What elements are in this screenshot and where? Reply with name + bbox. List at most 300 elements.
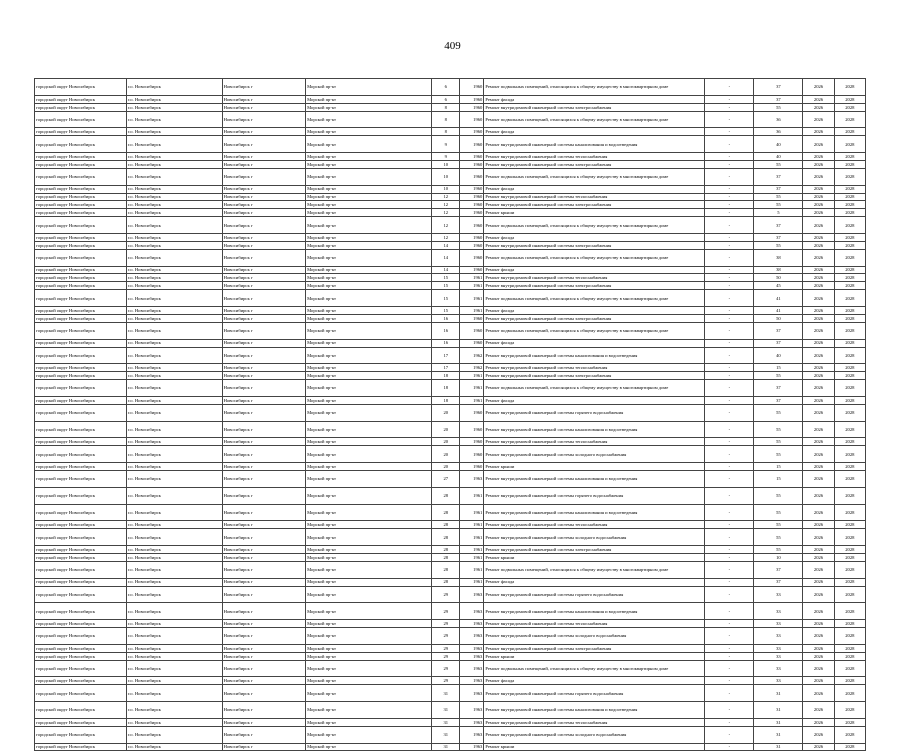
end-year-cell: 2028 xyxy=(834,529,865,546)
value-cell: 37 xyxy=(754,322,803,339)
district-cell: городской округ Новосибирск xyxy=(35,160,127,168)
city-cell: г.о. Новосибирск xyxy=(126,209,222,217)
work-type-cell: Ремонт внутридомовой инженерной системы электроснабжения xyxy=(484,314,705,322)
house-number-cell: 9 xyxy=(432,153,460,161)
table-row xyxy=(35,274,866,282)
work-type-cell: Ремонт крыши xyxy=(484,743,705,751)
table-row xyxy=(35,79,866,96)
value-cell: 33 xyxy=(754,644,803,652)
work-type-cell: Ремонт внутридомовой инженерной системы горячего водоснабжения xyxy=(484,685,705,702)
table-row xyxy=(35,660,866,677)
table-row xyxy=(35,652,866,660)
locality-cell: Новосибирск г xyxy=(222,153,305,161)
street-cell: Морской пр-кт xyxy=(306,726,432,743)
value-cell: 45 xyxy=(754,282,803,290)
city-cell: г.о. Новосибирск xyxy=(126,241,222,249)
value-cell: 31 xyxy=(754,702,803,719)
locality-cell: Новосибирск г xyxy=(222,487,305,504)
value-cell: 55 xyxy=(754,160,803,168)
city-cell: г.о. Новосибирск xyxy=(126,193,222,201)
district-cell: городской округ Новосибирск xyxy=(35,185,127,193)
value-cell: - xyxy=(705,438,754,446)
city-cell: г.о. Новосибирск xyxy=(126,103,222,111)
table-row xyxy=(35,677,866,685)
start-year-cell: 2026 xyxy=(803,726,834,743)
start-year-cell: 2026 xyxy=(803,347,834,364)
city-cell: г.о. Новосибирск xyxy=(126,290,222,307)
street-cell: Морской пр-кт xyxy=(306,553,432,561)
district-cell: городской округ Новосибирск xyxy=(35,586,127,603)
city-cell: г.о. Новосибирск xyxy=(126,702,222,719)
end-year-cell: 2028 xyxy=(834,396,865,404)
house-number-cell: 20 xyxy=(432,421,460,438)
work-type-cell: Ремонт подвальных помещений, относящихся к общему имуществу в многоквартирном доме xyxy=(484,380,705,397)
start-year-cell: 2026 xyxy=(803,620,834,628)
city-cell: г.о. Новосибирск xyxy=(126,504,222,521)
value-cell: 55 xyxy=(754,546,803,554)
year-built-cell: 1963 xyxy=(460,702,484,719)
year-built-cell: 1962 xyxy=(460,347,484,364)
year-built-cell: 1961 xyxy=(460,290,484,307)
locality-cell: Новосибирск г xyxy=(222,241,305,249)
year-built-cell: 1961 xyxy=(460,546,484,554)
house-number-cell: 27 xyxy=(432,470,460,487)
district-cell: городской округ Новосибирск xyxy=(35,677,127,685)
work-type-cell: Ремонт внутридомовой инженерной системы теплоснабжения xyxy=(484,153,705,161)
house-number-cell: 10 xyxy=(432,185,460,193)
house-number-cell: 29 xyxy=(432,627,460,644)
house-number-cell: 15 xyxy=(432,290,460,307)
end-year-cell: 2028 xyxy=(834,322,865,339)
house-number-cell: 29 xyxy=(432,586,460,603)
street-cell: Морской пр-кт xyxy=(306,307,432,315)
end-year-cell: 2028 xyxy=(834,578,865,586)
district-cell: городской округ Новосибирск xyxy=(35,322,127,339)
city-cell: г.о. Новосибирск xyxy=(126,521,222,529)
work-type-cell: Ремонт внутридомовой инженерной системы холодного водоснабжения xyxy=(484,529,705,546)
locality-cell: Новосибирск г xyxy=(222,578,305,586)
year-built-cell: 1960 xyxy=(460,136,484,153)
start-year-cell: 2026 xyxy=(803,193,834,201)
work-type-cell: Ремонт внутридомовой инженерной системы канализования и водоотведения xyxy=(484,603,705,620)
street-cell: Морской пр-кт xyxy=(306,111,432,128)
house-number-cell: 28 xyxy=(432,504,460,521)
work-type-cell: Ремонт крыши xyxy=(484,553,705,561)
house-number-cell: 10 xyxy=(432,168,460,185)
end-year-cell: 2028 xyxy=(834,586,865,603)
value-cell: 50 xyxy=(754,314,803,322)
start-year-cell: 2026 xyxy=(803,136,834,153)
house-number-cell: 18 xyxy=(432,396,460,404)
value-cell: 10 xyxy=(754,553,803,561)
district-cell: городской округ Новосибирск xyxy=(35,241,127,249)
end-year-cell: 2028 xyxy=(834,339,865,347)
start-year-cell: 2026 xyxy=(803,128,834,136)
year-built-cell: 1960 xyxy=(460,234,484,242)
value-cell: 15 xyxy=(754,470,803,487)
work-type-cell: Ремонт внутридомовой инженерной системы горячего водоснабжения xyxy=(484,586,705,603)
city-cell: г.о. Новосибирск xyxy=(126,561,222,578)
end-year-cell: 2028 xyxy=(834,677,865,685)
locality-cell: Новосибирск г xyxy=(222,470,305,487)
year-built-cell: 1960 xyxy=(460,103,484,111)
start-year-cell: 2026 xyxy=(803,396,834,404)
value-cell: - xyxy=(705,718,754,726)
district-cell: городской округ Новосибирск xyxy=(35,718,127,726)
city-cell: г.о. Новосибирск xyxy=(126,380,222,397)
value-cell: - xyxy=(705,553,754,561)
street-cell: Морской пр-кт xyxy=(306,603,432,620)
city-cell: г.о. Новосибирск xyxy=(126,347,222,364)
house-number-cell: 17 xyxy=(432,364,460,372)
value-cell: 55 xyxy=(754,487,803,504)
work-type-cell: Ремонт внутридомовой инженерной системы холодного водоснабжения xyxy=(484,726,705,743)
value-cell: 33 xyxy=(754,586,803,603)
street-cell: Морской пр-кт xyxy=(306,529,432,546)
district-cell: городской округ Новосибирск xyxy=(35,603,127,620)
street-cell: Морской пр-кт xyxy=(306,185,432,193)
city-cell: г.о. Новосибирск xyxy=(126,529,222,546)
value-cell: - xyxy=(705,446,754,463)
end-year-cell: 2028 xyxy=(834,652,865,660)
value-cell: 36 xyxy=(754,111,803,128)
house-number-cell: 12 xyxy=(432,201,460,209)
table-row xyxy=(35,160,866,168)
table-row xyxy=(35,380,866,397)
table-row xyxy=(35,168,866,185)
end-year-cell: 2028 xyxy=(834,266,865,274)
value-cell: 33 xyxy=(754,627,803,644)
house-number-cell: 31 xyxy=(432,718,460,726)
city-cell: г.о. Новосибирск xyxy=(126,546,222,554)
city-cell: г.о. Новосибирск xyxy=(126,95,222,103)
district-cell: городской округ Новосибирск xyxy=(35,644,127,652)
district-cell: городской округ Новосибирск xyxy=(35,446,127,463)
value-cell: 55 xyxy=(754,504,803,521)
value-cell: 41 xyxy=(754,290,803,307)
value-cell: 55 xyxy=(754,446,803,463)
value-cell: 31 xyxy=(754,726,803,743)
street-cell: Морской пр-кт xyxy=(306,290,432,307)
value-cell: - xyxy=(705,627,754,644)
year-built-cell: 1960 xyxy=(460,404,484,421)
value-cell: - xyxy=(705,241,754,249)
table-row xyxy=(35,421,866,438)
end-year-cell: 2028 xyxy=(834,274,865,282)
district-cell: городской округ Новосибирск xyxy=(35,266,127,274)
value-cell: 15 xyxy=(754,463,803,471)
table-row xyxy=(35,372,866,380)
locality-cell: Новосибирск г xyxy=(222,504,305,521)
street-cell: Морской пр-кт xyxy=(306,718,432,726)
district-cell: городской округ Новосибирск xyxy=(35,79,127,96)
value-cell: - xyxy=(705,136,754,153)
locality-cell: Новосибирск г xyxy=(222,652,305,660)
house-number-cell: 28 xyxy=(432,561,460,578)
table-row xyxy=(35,586,866,603)
street-cell: Морской пр-кт xyxy=(306,372,432,380)
house-number-cell: 17 xyxy=(432,347,460,364)
district-cell: городской округ Новосибирск xyxy=(35,339,127,347)
year-built-cell: 1960 xyxy=(460,160,484,168)
locality-cell: Новосибирск г xyxy=(222,380,305,397)
value-cell: - xyxy=(705,685,754,702)
start-year-cell: 2026 xyxy=(803,209,834,217)
start-year-cell: 2026 xyxy=(803,274,834,282)
city-cell: г.о. Новосибирск xyxy=(126,314,222,322)
end-year-cell: 2028 xyxy=(834,446,865,463)
start-year-cell: 2026 xyxy=(803,79,834,96)
end-year-cell: 2028 xyxy=(834,193,865,201)
street-cell: Морской пр-кт xyxy=(306,504,432,521)
street-cell: Морской пр-кт xyxy=(306,644,432,652)
street-cell: Морской пр-кт xyxy=(306,627,432,644)
city-cell: г.о. Новосибирск xyxy=(126,677,222,685)
end-year-cell: 2028 xyxy=(834,627,865,644)
house-number-cell: 20 xyxy=(432,438,460,446)
work-type-cell: Ремонт внутридомовой инженерной системы горячего водоснабжения xyxy=(484,404,705,421)
end-year-cell: 2028 xyxy=(834,404,865,421)
table-row xyxy=(35,463,866,471)
value-cell: 37 xyxy=(754,380,803,397)
work-type-cell: Ремонт фасада xyxy=(484,234,705,242)
city-cell: г.о. Новосибирск xyxy=(126,364,222,372)
city-cell: г.о. Новосибирск xyxy=(126,603,222,620)
value-cell: - xyxy=(705,463,754,471)
street-cell: Морской пр-кт xyxy=(306,168,432,185)
district-cell: городской округ Новосибирск xyxy=(35,95,127,103)
city-cell: г.о. Новосибирск xyxy=(126,586,222,603)
locality-cell: Новосибирск г xyxy=(222,421,305,438)
street-cell: Морской пр-кт xyxy=(306,95,432,103)
end-year-cell: 2028 xyxy=(834,290,865,307)
locality-cell: Новосибирск г xyxy=(222,438,305,446)
table-row xyxy=(35,111,866,128)
year-built-cell: 1960 xyxy=(460,201,484,209)
table-row xyxy=(35,627,866,644)
year-built-cell: 1963 xyxy=(460,644,484,652)
year-built-cell: 1961 xyxy=(460,504,484,521)
value-cell: 31 xyxy=(754,718,803,726)
locality-cell: Новосибирск г xyxy=(222,128,305,136)
locality-cell: Новосибирск г xyxy=(222,743,305,751)
street-cell: Морской пр-кт xyxy=(306,193,432,201)
start-year-cell: 2026 xyxy=(803,160,834,168)
work-type-cell: Ремонт внутридомовой инженерной системы теплоснабжения xyxy=(484,364,705,372)
locality-cell: Новосибирск г xyxy=(222,660,305,677)
value-cell: - xyxy=(705,504,754,521)
work-type-cell: Ремонт внутридомовой инженерной системы теплоснабжения xyxy=(484,620,705,628)
value-cell: 33 xyxy=(754,603,803,620)
house-number-cell: 18 xyxy=(432,372,460,380)
end-year-cell: 2028 xyxy=(834,553,865,561)
table-row xyxy=(35,553,866,561)
value-cell: 15 xyxy=(754,364,803,372)
house-number-cell: 31 xyxy=(432,702,460,719)
work-type-cell: Ремонт подвальных помещений, относящихся к общему имуществу в многоквартирном доме xyxy=(484,561,705,578)
table-row xyxy=(35,234,866,242)
end-year-cell: 2028 xyxy=(834,380,865,397)
year-built-cell: 1960 xyxy=(460,249,484,266)
value-cell: - xyxy=(705,274,754,282)
work-type-cell: Ремонт внутридомовой инженерной системы канализования и водоотведения xyxy=(484,504,705,521)
street-cell: Морской пр-кт xyxy=(306,380,432,397)
city-cell: г.о. Новосибирск xyxy=(126,111,222,128)
end-year-cell: 2028 xyxy=(834,111,865,128)
street-cell: Морской пр-кт xyxy=(306,620,432,628)
street-cell: Морской пр-кт xyxy=(306,702,432,719)
street-cell: Морской пр-кт xyxy=(306,652,432,660)
city-cell: г.о. Новосибирск xyxy=(126,274,222,282)
work-type-cell: Ремонт крыши xyxy=(484,209,705,217)
start-year-cell: 2026 xyxy=(803,553,834,561)
table-row xyxy=(35,603,866,620)
table-row xyxy=(35,266,866,274)
value-cell: - xyxy=(705,128,754,136)
year-built-cell: 1961 xyxy=(460,561,484,578)
locality-cell: Новосибирск г xyxy=(222,249,305,266)
locality-cell: Новосибирск г xyxy=(222,396,305,404)
value-cell: 55 xyxy=(754,438,803,446)
locality-cell: Новосибирск г xyxy=(222,404,305,421)
table-row xyxy=(35,95,866,103)
start-year-cell: 2026 xyxy=(803,168,834,185)
city-cell: г.о. Новосибирск xyxy=(126,718,222,726)
start-year-cell: 2026 xyxy=(803,372,834,380)
city-cell: г.о. Новосибирск xyxy=(126,743,222,751)
value-cell: - xyxy=(705,201,754,209)
start-year-cell: 2026 xyxy=(803,718,834,726)
house-number-cell: 28 xyxy=(432,578,460,586)
work-type-cell: Ремонт подвальных помещений, относящихся к общему имуществу в многоквартирном доме xyxy=(484,322,705,339)
start-year-cell: 2026 xyxy=(803,421,834,438)
city-cell: г.о. Новосибирск xyxy=(126,136,222,153)
value-cell: - xyxy=(705,561,754,578)
year-built-cell: 1960 xyxy=(460,339,484,347)
street-cell: Морской пр-кт xyxy=(306,347,432,364)
work-type-cell: Ремонт крыши xyxy=(484,463,705,471)
end-year-cell: 2028 xyxy=(834,470,865,487)
city-cell: г.о. Новосибирск xyxy=(126,128,222,136)
end-year-cell: 2028 xyxy=(834,504,865,521)
end-year-cell: 2028 xyxy=(834,463,865,471)
work-type-cell: Ремонт внутридомовой инженерной системы электроснабжения xyxy=(484,282,705,290)
work-type-cell: Ремонт подвальных помещений, относящихся к общему имуществу в многоквартирном доме xyxy=(484,660,705,677)
table-row xyxy=(35,702,866,719)
district-cell: городской округ Новосибирск xyxy=(35,404,127,421)
value-cell: 55 xyxy=(754,529,803,546)
year-built-cell: 1960 xyxy=(460,446,484,463)
city-cell: г.о. Новосибирск xyxy=(126,627,222,644)
year-built-cell: 1961 xyxy=(460,372,484,380)
year-built-cell: 1963 xyxy=(460,726,484,743)
work-type-cell: Ремонт фасада xyxy=(484,396,705,404)
table-body xyxy=(35,79,866,751)
value-cell: - xyxy=(705,79,754,96)
value-cell: - xyxy=(705,314,754,322)
year-built-cell: 1961 xyxy=(460,274,484,282)
work-type-cell: Ремонт внутридомовой инженерной системы канализования и водоотведения xyxy=(484,702,705,719)
year-built-cell: 1963 xyxy=(460,718,484,726)
house-number-cell: 12 xyxy=(432,209,460,217)
end-year-cell: 2028 xyxy=(834,438,865,446)
street-cell: Морской пр-кт xyxy=(306,201,432,209)
district-cell: городской округ Новосибирск xyxy=(35,193,127,201)
value-cell: 55 xyxy=(754,103,803,111)
work-type-cell: Ремонт внутридомовой инженерной системы холодного водоснабжения xyxy=(484,446,705,463)
work-type-cell: Ремонт внутридомовой инженерной системы холодного водоснабжения xyxy=(484,627,705,644)
value-cell: - xyxy=(705,234,754,242)
year-built-cell: 1961 xyxy=(460,553,484,561)
value-cell: 40 xyxy=(754,347,803,364)
start-year-cell: 2026 xyxy=(803,470,834,487)
value-cell: 40 xyxy=(754,136,803,153)
start-year-cell: 2026 xyxy=(803,521,834,529)
house-number-cell: 15 xyxy=(432,274,460,282)
locality-cell: Новосибирск г xyxy=(222,168,305,185)
house-number-cell: 14 xyxy=(432,241,460,249)
end-year-cell: 2028 xyxy=(834,644,865,652)
year-built-cell: 1963 xyxy=(460,660,484,677)
street-cell: Морской пр-кт xyxy=(306,128,432,136)
end-year-cell: 2028 xyxy=(834,241,865,249)
value-cell: 55 xyxy=(754,372,803,380)
district-cell: городской округ Новосибирск xyxy=(35,217,127,234)
district-cell: городской округ Новосибирск xyxy=(35,487,127,504)
end-year-cell: 2028 xyxy=(834,718,865,726)
house-number-cell: 12 xyxy=(432,217,460,234)
locality-cell: Новосибирск г xyxy=(222,160,305,168)
city-cell: г.о. Новосибирск xyxy=(126,160,222,168)
year-built-cell: 1963 xyxy=(460,685,484,702)
work-type-cell: Ремонт внутридомовой инженерной системы теплоснабжения xyxy=(484,521,705,529)
end-year-cell: 2028 xyxy=(834,372,865,380)
end-year-cell: 2028 xyxy=(834,421,865,438)
start-year-cell: 2026 xyxy=(803,322,834,339)
city-cell: г.о. Новосибирск xyxy=(126,153,222,161)
table-row xyxy=(35,339,866,347)
work-type-cell: Ремонт подвальных помещений, относящихся к общему имуществу в многоквартирном доме xyxy=(484,111,705,128)
year-built-cell: 1960 xyxy=(460,168,484,185)
year-built-cell: 1960 xyxy=(460,438,484,446)
year-built-cell: 1961 xyxy=(460,307,484,315)
start-year-cell: 2026 xyxy=(803,660,834,677)
end-year-cell: 2028 xyxy=(834,249,865,266)
work-type-cell: Ремонт подвальных помещений, относящихся к общему имуществу в многоквартирном доме xyxy=(484,249,705,266)
work-type-cell: Ремонт внутридомовой инженерной системы теплоснабжения xyxy=(484,274,705,282)
district-cell: городской округ Новосибирск xyxy=(35,685,127,702)
start-year-cell: 2026 xyxy=(803,111,834,128)
city-cell: г.о. Новосибирск xyxy=(126,79,222,96)
table-row xyxy=(35,521,866,529)
work-type-cell: Ремонт фасада xyxy=(484,307,705,315)
value-cell: - xyxy=(705,702,754,719)
value-cell: 37 xyxy=(754,339,803,347)
work-type-cell: Ремонт внутридомовой инженерной системы электроснабжения xyxy=(484,241,705,249)
year-built-cell: 1961 xyxy=(460,487,484,504)
year-built-cell: 1960 xyxy=(460,111,484,128)
value-cell: - xyxy=(705,521,754,529)
district-cell: городской округ Новосибирск xyxy=(35,702,127,719)
city-cell: г.о. Новосибирск xyxy=(126,446,222,463)
district-cell: городской округ Новосибирск xyxy=(35,209,127,217)
year-built-cell: 1960 xyxy=(460,79,484,96)
locality-cell: Новосибирск г xyxy=(222,79,305,96)
locality-cell: Новосибирск г xyxy=(222,718,305,726)
work-type-cell: Ремонт внутридомовой инженерной системы канализования и водоотведения xyxy=(484,347,705,364)
year-built-cell: 1963 xyxy=(460,620,484,628)
value-cell: - xyxy=(705,644,754,652)
